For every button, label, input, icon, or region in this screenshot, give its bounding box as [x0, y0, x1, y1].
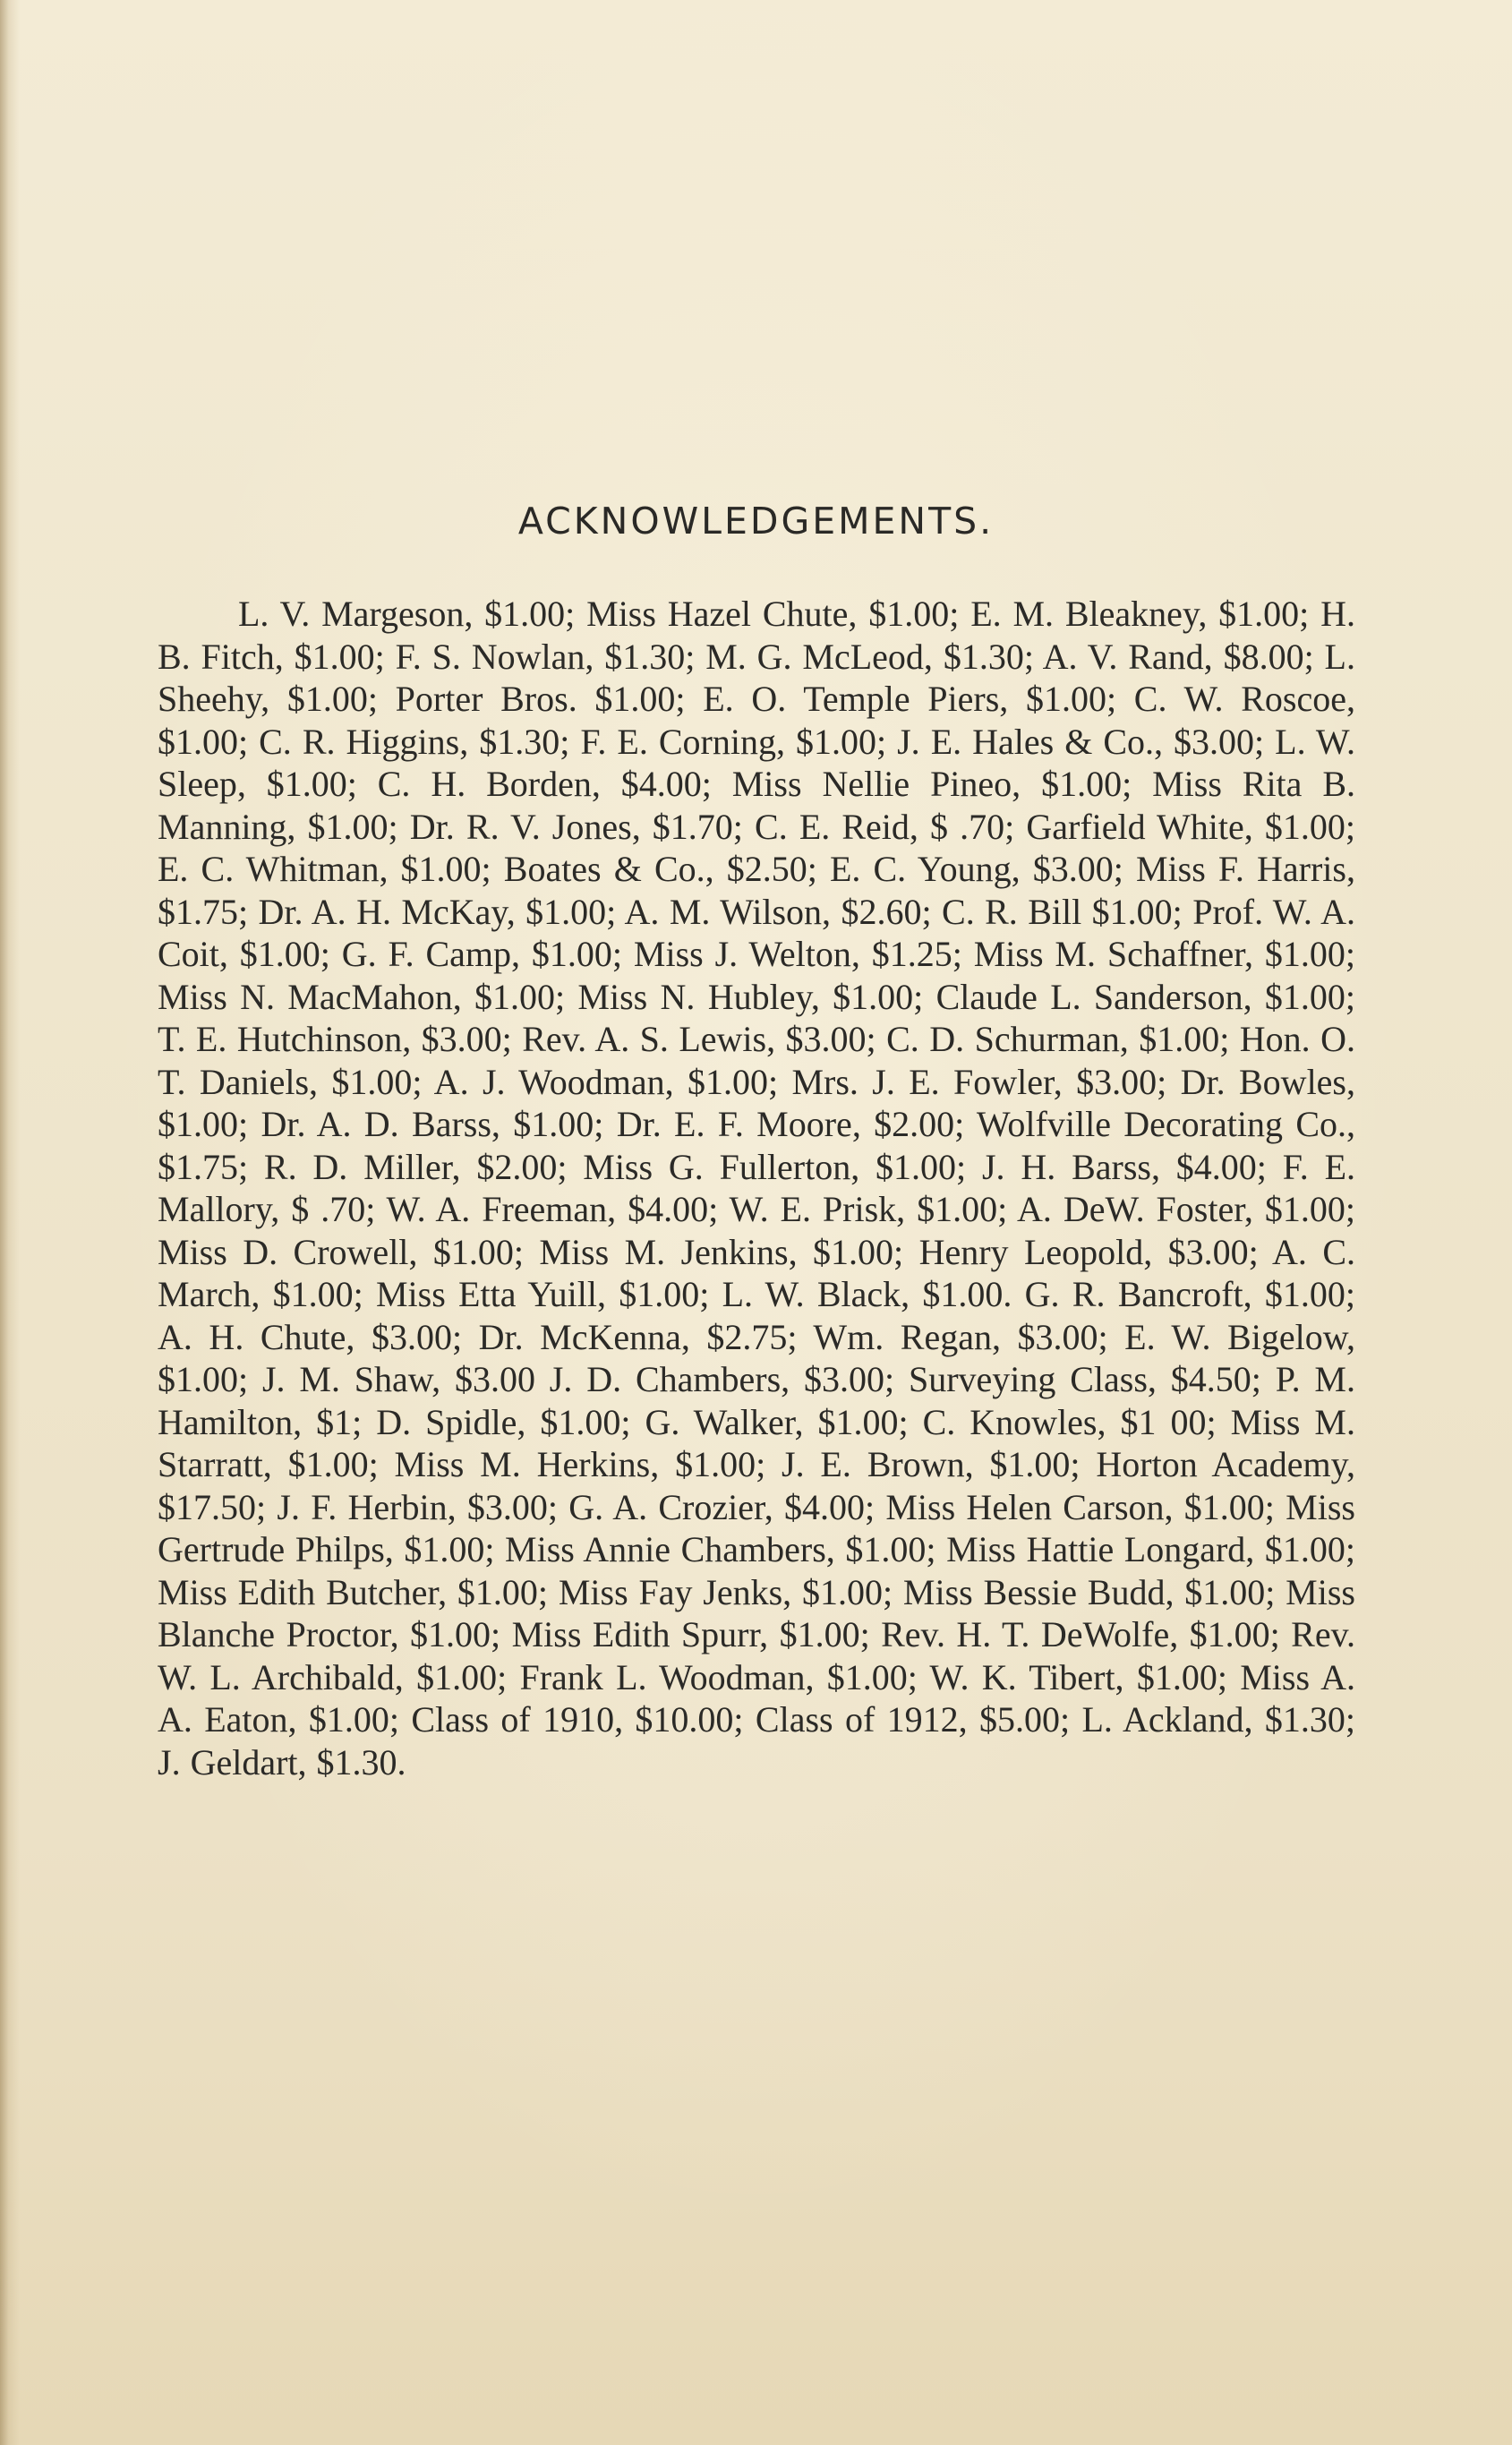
page-binding-edge: [0, 0, 20, 2445]
page-title: ACKNOWLEDGEMENTS.: [517, 500, 995, 543]
acknowledgements-paragraph: L. V. Margeson, $1.00; Miss Hazel Chute, $1.00; E. M. Bleakney, $1.00; H. B. Fitch, $1.00; F. S. Nowlan, $1.30; M. G. McLeod, $1.30; A. V. Rand, $8.00; L. Sheehy, $1.00; Porter Bros. $1.00; E. O. Temple Piers, $1.00; C. W. Roscoe, $1.00; C. R. Higgins, $1.30; F. E. Corning, $1.00; J. E. Hales & Co., $3.00; L. W. Sleep, $1.00; C. H. Borden, $4.00; Miss Nellie Pineo, $1.00; Miss Rita B. Manning, $1.00; Dr. R. V. Jones, $1.70; C. E. Reid, $ .70; Garfield White, $1.00; E. C. Whitman, $1.00; Boates & Co., $2.50; E. C. Young, $3.00; Miss F. Harris, $1.75; Dr. A. H. McKay, $1.00; A. M. Wilson, $2.60; C. R. Bill $1.00; Prof. W. A. Coit, $1.00; G. F. Camp, $1.00; Miss J. Welton, $1.25; Miss M. Schaffner, $1.00; Miss N. MacMahon, $1.00; Miss N. Hubley, $1.00; Claude L. Sanderson, $1.00; T. E. Hutchinson, $3.00; Rev. A. S. Lewis, $3.00; C. D. Schurman, $1.00; Hon. O. T. Daniels, $1.00; A. J. Woodman, $1.00; Mrs. J. E. Fowler, $3.00; Dr. Bowles, $1.00; Dr. A. D. Barss, $1.00; Dr. E. F. Moore, $2.00; Wolfville Decorating Co., $1.75; R. D. Miller, $2.00; Miss G. Fullerton, $1.00; J. H. Barss, $4.00; F. E. Mallory, $ .70; W. A. Freeman, $4.00; W. E. Prisk, $1.00; A. DeW. Foster, $1.00; Miss D. Crowell, $1.00; Miss M. Jenkins, $1.00; Henry Leopold, $3.00; A. C. March, $1.00; Miss Etta Yuill, $1.00; L. W. Black, $1.00. G. R. Bancroft, $1.00; A. H. Chute, $3.00; Dr. McKenna, $2.75; Wm. Regan, $3.00; E. W. Bigelow, $1.00; J. M. Shaw, $3.00 J. D. Chambers, $3.00; Surveying Class, $4.50; P. M. Hamilton, $1; D. Spidle, $1.00; G. Walker, $1.00; C. Knowles, $1 00; Miss M. Starratt, $1.00; Miss M. Herkins, $1.00; J. E. Brown, $1.00; Horton Academy, $17.50; J. F. Herbin, $3.00; G. A. Crozier, $4.00; Miss Helen Carson, $1.00; Miss Gertrude Philps, $1.00; Miss Annie Chambers, $1.00; Miss Hattie Longard, $1.00; Miss Edith Butcher, $1.00; Miss Fay Jenks, $1.00; Miss Bessie Budd, $1.00; Miss Blanche Proctor, $1.00; Miss Edith Spurr, $1.00; Rev. H. T. DeWolfe, $1.00; Rev. W. L. Archibald, $1.00; Frank L. Woodman, $1.00; W. K. Tibert, $1.00; Miss A. A. Eaton, $1.00; Class of 1910, $10.00; Class of 1912, $5.00; L. Ackland, $1.30; J. Geldart, $1.30.: [158, 594, 1355, 1782]
